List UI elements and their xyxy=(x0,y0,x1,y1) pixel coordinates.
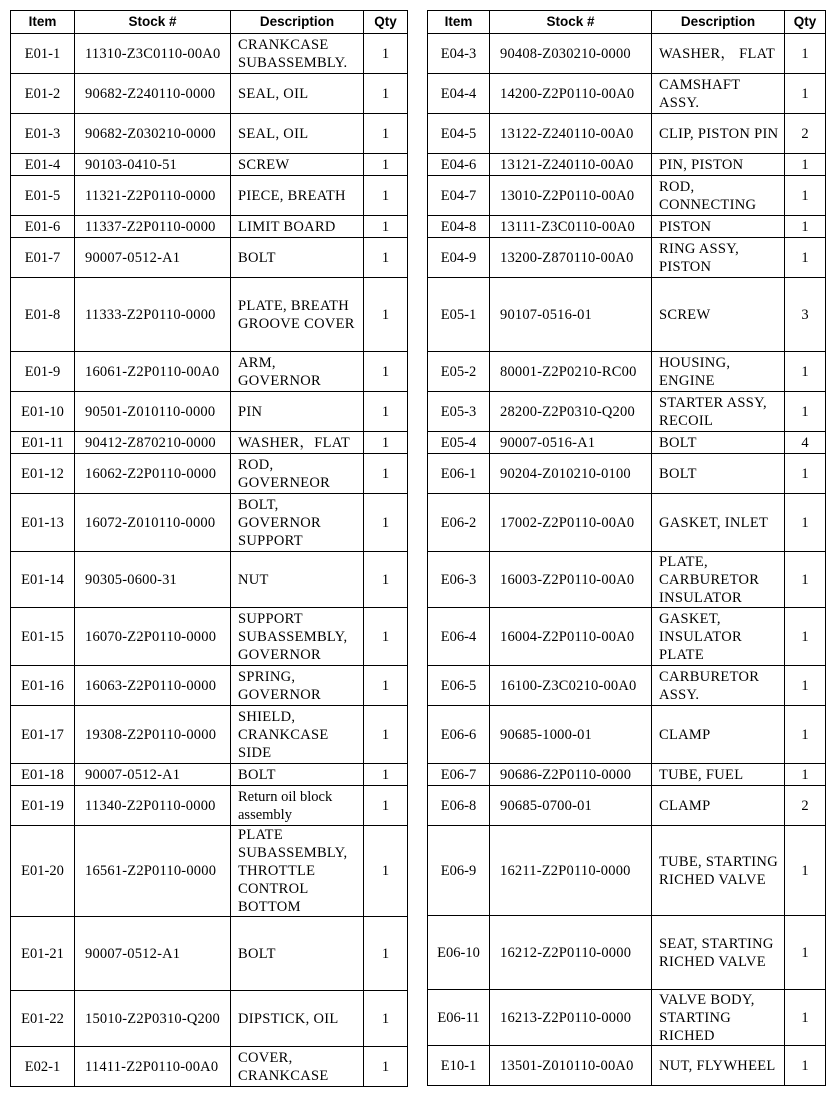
cell-qty: 1 xyxy=(364,706,408,764)
cell-description: SCREW xyxy=(652,278,785,352)
cell-qty: 1 xyxy=(364,176,408,216)
cell-qty: 1 xyxy=(364,608,408,666)
table-row xyxy=(11,74,408,114)
cell-item: E01-15 xyxy=(11,608,75,666)
cell-description: ARM, GOVERNOR xyxy=(231,352,364,392)
table-row xyxy=(428,916,826,990)
cell-item: E01-13 xyxy=(11,494,75,552)
table-row xyxy=(428,552,826,608)
cell-item: E05-1 xyxy=(428,278,490,352)
cell-stock: 90007-0516-A1 xyxy=(490,432,652,454)
table-row xyxy=(11,608,408,666)
cell-item: E01-6 xyxy=(11,216,75,238)
cell-item: E01-9 xyxy=(11,352,75,392)
table-row xyxy=(428,392,826,432)
cell-qty: 1 xyxy=(364,34,408,74)
cell-qty: 1 xyxy=(785,154,826,176)
cell-description: PIN xyxy=(231,392,364,432)
cell-description: CRANKCASE SUBASSEMBLY. xyxy=(231,34,364,74)
cell-stock: 16212-Z2P0110-0000 xyxy=(490,916,652,990)
cell-stock: 16211-Z2P0110-0000 xyxy=(490,826,652,916)
cell-item: E06-11 xyxy=(428,990,490,1046)
cell-stock: 90007-0512-A1 xyxy=(75,917,231,991)
cell-stock: 90682-Z240110-0000 xyxy=(75,74,231,114)
cell-description: RING ASSY, PISTON xyxy=(652,238,785,278)
cell-stock: 90007-0512-A1 xyxy=(75,764,231,786)
cell-qty: 1 xyxy=(364,352,408,392)
table-header-row xyxy=(11,11,408,34)
cell-stock: 13122-Z240110-00A0 xyxy=(490,114,652,154)
cell-stock: 90686-Z2P0110-0000 xyxy=(490,764,652,786)
header-qty: Qty xyxy=(785,11,826,34)
cell-stock: 16070-Z2P0110-0000 xyxy=(75,608,231,666)
header-item: Item xyxy=(11,11,75,34)
table-row xyxy=(11,764,408,786)
table-row xyxy=(428,238,826,278)
cell-qty: 1 xyxy=(364,454,408,494)
cell-qty: 1 xyxy=(364,392,408,432)
cell-qty: 1 xyxy=(785,176,826,216)
table-row xyxy=(428,666,826,706)
cell-qty: 1 xyxy=(364,216,408,238)
parts-table-left-body xyxy=(11,34,408,1087)
cell-item: E04-3 xyxy=(428,34,490,74)
table-row xyxy=(428,826,826,916)
cell-qty: 3 xyxy=(785,278,826,352)
cell-item: E01-22 xyxy=(11,991,75,1047)
cell-qty: 1 xyxy=(364,278,408,352)
cell-item: E01-17 xyxy=(11,706,75,764)
cell-description: DIPSTICK, OIL xyxy=(231,991,364,1047)
cell-item: E04-6 xyxy=(428,154,490,176)
cell-stock: 90305-0600-31 xyxy=(75,552,231,608)
cell-qty: 1 xyxy=(785,608,826,666)
cell-stock: 15010-Z2P0310-Q200 xyxy=(75,991,231,1047)
cell-qty: 1 xyxy=(364,917,408,991)
cell-description: CARBURETOR ASSY. xyxy=(652,666,785,706)
cell-stock: 16100-Z3C0210-00A0 xyxy=(490,666,652,706)
table-row xyxy=(11,352,408,392)
cell-item: E01-21 xyxy=(11,917,75,991)
cell-description: BOLT xyxy=(652,454,785,494)
cell-description: PIN, PISTON xyxy=(652,154,785,176)
cell-item: E01-2 xyxy=(11,74,75,114)
cell-item: E02-1 xyxy=(11,1047,75,1087)
cell-item: E01-8 xyxy=(11,278,75,352)
cell-qty: 1 xyxy=(785,494,826,552)
parts-table-left xyxy=(10,10,408,1087)
cell-description: GASKET, INSULATOR PLATE xyxy=(652,608,785,666)
cell-stock: 11333-Z2P0110-0000 xyxy=(75,278,231,352)
cell-description: TUBE, STARTING RICHED VALVE xyxy=(652,826,785,916)
cell-description: SEAT, STARTING RICHED VALVE xyxy=(652,916,785,990)
cell-stock: 13111-Z3C0110-00A0 xyxy=(490,216,652,238)
cell-description: SEAL, OIL xyxy=(231,74,364,114)
header-stock: Stock # xyxy=(490,11,652,34)
cell-item: E06-8 xyxy=(428,786,490,826)
cell-item: E04-4 xyxy=(428,74,490,114)
table-row xyxy=(11,552,408,608)
cell-stock: 16072-Z010110-0000 xyxy=(75,494,231,552)
cell-description: PIECE, BREATH xyxy=(231,176,364,216)
table-row xyxy=(428,494,826,552)
cell-item: E01-1 xyxy=(11,34,75,74)
cell-item: E01-11 xyxy=(11,432,75,454)
cell-stock: 14200-Z2P0110-00A0 xyxy=(490,74,652,114)
cell-stock: 16561-Z2P0110-0000 xyxy=(75,826,231,917)
cell-description: STARTER ASSY, RECOIL xyxy=(652,392,785,432)
cell-qty: 1 xyxy=(785,552,826,608)
table-row xyxy=(428,216,826,238)
table-row xyxy=(428,990,826,1046)
cell-qty: 1 xyxy=(785,454,826,494)
cell-stock: 90204-Z010210-0100 xyxy=(490,454,652,494)
cell-item: E06-7 xyxy=(428,764,490,786)
table-row xyxy=(428,114,826,154)
cell-stock: 17002-Z2P0110-00A0 xyxy=(490,494,652,552)
cell-item: E04-9 xyxy=(428,238,490,278)
cell-item: E06-2 xyxy=(428,494,490,552)
cell-stock: 11337-Z2P0110-0000 xyxy=(75,216,231,238)
table-header-row xyxy=(428,11,826,34)
cell-qty: 2 xyxy=(785,786,826,826)
cell-description: BOLT, GOVERNOR SUPPORT xyxy=(231,494,364,552)
cell-stock: 90007-0512-A1 xyxy=(75,238,231,278)
cell-item: E06-1 xyxy=(428,454,490,494)
table-row xyxy=(428,608,826,666)
table-row xyxy=(428,1046,826,1086)
table-row xyxy=(428,74,826,114)
cell-stock: 28200-Z2P0310-Q200 xyxy=(490,392,652,432)
table-row xyxy=(11,176,408,216)
table-row xyxy=(11,1047,408,1087)
cell-qty: 1 xyxy=(364,74,408,114)
cell-description: NUT xyxy=(231,552,364,608)
table-row xyxy=(428,432,826,454)
cell-item: E04-7 xyxy=(428,176,490,216)
cell-description: BOLT xyxy=(231,917,364,991)
cell-stock: 90685-1000-01 xyxy=(490,706,652,764)
cell-description: PLATE, CARBURETOR INSULATOR xyxy=(652,552,785,608)
cell-description: BOLT xyxy=(231,764,364,786)
cell-qty: 1 xyxy=(785,990,826,1046)
table-row xyxy=(11,786,408,826)
cell-item: E10-1 xyxy=(428,1046,490,1086)
cell-qty: 2 xyxy=(785,114,826,154)
table-row xyxy=(11,34,408,74)
cell-qty: 1 xyxy=(785,216,826,238)
header-stock: Stock # xyxy=(75,11,231,34)
table-row xyxy=(11,278,408,352)
cell-description: PISTON xyxy=(652,216,785,238)
cell-stock: 90107-0516-01 xyxy=(490,278,652,352)
table-row xyxy=(11,154,408,176)
parts-table-right xyxy=(427,10,826,1086)
parts-table-right-body xyxy=(428,34,826,1086)
table-row xyxy=(11,666,408,706)
table-row xyxy=(11,706,408,764)
table-row xyxy=(11,392,408,432)
cell-description: HOUSING, ENGINE xyxy=(652,352,785,392)
cell-qty: 1 xyxy=(785,392,826,432)
header-item: Item xyxy=(428,11,490,34)
cell-item: E01-20 xyxy=(11,826,75,917)
cell-description: SPRING, GOVERNOR xyxy=(231,666,364,706)
table-row xyxy=(428,34,826,74)
cell-item: E06-3 xyxy=(428,552,490,608)
cell-stock: 90501-Z010110-0000 xyxy=(75,392,231,432)
cell-stock: 13200-Z870110-00A0 xyxy=(490,238,652,278)
table-row xyxy=(428,352,826,392)
cell-item: E06-6 xyxy=(428,706,490,764)
cell-description: LIMIT BOARD xyxy=(231,216,364,238)
cell-description: CLAMP xyxy=(652,706,785,764)
cell-stock: 16062-Z2P0110-0000 xyxy=(75,454,231,494)
cell-description: COVER, CRANKCASE xyxy=(231,1047,364,1087)
cell-qty: 1 xyxy=(364,432,408,454)
cell-item: E01-14 xyxy=(11,552,75,608)
cell-stock: 90408-Z030210-0000 xyxy=(490,34,652,74)
table-row xyxy=(428,454,826,494)
table-row xyxy=(11,454,408,494)
cell-qty: 1 xyxy=(785,238,826,278)
cell-qty: 1 xyxy=(364,154,408,176)
cell-item: E05-2 xyxy=(428,352,490,392)
cell-qty: 1 xyxy=(364,494,408,552)
cell-description: PLATE SUBASSEMBLY, THROTTLE CONTROL BOTTOM xyxy=(231,826,364,917)
cell-stock: 90685-0700-01 xyxy=(490,786,652,826)
cell-qty: 1 xyxy=(364,786,408,826)
table-row xyxy=(428,154,826,176)
cell-qty: 1 xyxy=(364,114,408,154)
cell-qty: 1 xyxy=(364,238,408,278)
cell-description: SUPPORT SUBASSEMBLY, GOVERNOR xyxy=(231,608,364,666)
cell-qty: 1 xyxy=(364,764,408,786)
cell-qty: 1 xyxy=(785,352,826,392)
table-row xyxy=(11,432,408,454)
cell-item: E01-16 xyxy=(11,666,75,706)
cell-stock: 13501-Z010110-00A0 xyxy=(490,1046,652,1086)
cell-stock: 11411-Z2P0110-00A0 xyxy=(75,1047,231,1087)
cell-qty: 1 xyxy=(785,916,826,990)
cell-qty: 1 xyxy=(364,666,408,706)
cell-qty: 1 xyxy=(785,34,826,74)
cell-item: E01-5 xyxy=(11,176,75,216)
cell-stock: 11340-Z2P0110-0000 xyxy=(75,786,231,826)
cell-stock: 13121-Z240110-00A0 xyxy=(490,154,652,176)
header-description: Description xyxy=(652,11,785,34)
cell-stock: 90103-0410-51 xyxy=(75,154,231,176)
cell-item: E01-19 xyxy=(11,786,75,826)
cell-stock: 90682-Z030210-0000 xyxy=(75,114,231,154)
cell-item: E01-4 xyxy=(11,154,75,176)
cell-qty: 1 xyxy=(785,1046,826,1086)
cell-stock: 16063-Z2P0110-0000 xyxy=(75,666,231,706)
cell-qty: 1 xyxy=(785,74,826,114)
cell-item: E01-7 xyxy=(11,238,75,278)
table-row xyxy=(428,786,826,826)
cell-item: E01-10 xyxy=(11,392,75,432)
cell-description: VALVE BODY, STARTING RICHED xyxy=(652,990,785,1046)
cell-stock: 19308-Z2P0110-0000 xyxy=(75,706,231,764)
cell-qty: 1 xyxy=(364,1047,408,1087)
cell-description: BOLT xyxy=(231,238,364,278)
cell-stock: 90412-Z870210-0000 xyxy=(75,432,231,454)
cell-qty: 1 xyxy=(785,666,826,706)
cell-stock: 11310-Z3C0110-00A0 xyxy=(75,34,231,74)
table-row xyxy=(11,238,408,278)
cell-description: CAMSHAFT ASSY. xyxy=(652,74,785,114)
header-qty: Qty xyxy=(364,11,408,34)
cell-item: E04-5 xyxy=(428,114,490,154)
table-row xyxy=(11,826,408,917)
cell-description: CLIP, PISTON PIN xyxy=(652,114,785,154)
cell-qty: 1 xyxy=(785,764,826,786)
table-row xyxy=(11,991,408,1047)
cell-stock: 16004-Z2P0110-00A0 xyxy=(490,608,652,666)
cell-description: BOLT xyxy=(652,432,785,454)
cell-description: TUBE, FUEL xyxy=(652,764,785,786)
cell-qty: 1 xyxy=(364,991,408,1047)
cell-stock: 16213-Z2P0110-0000 xyxy=(490,990,652,1046)
cell-description: GASKET, INLET xyxy=(652,494,785,552)
cell-description: WASHER， FLAT xyxy=(652,34,785,74)
cell-stock: 16061-Z2P0110-00A0 xyxy=(75,352,231,392)
cell-description: SHIELD, CRANKCASE SIDE xyxy=(231,706,364,764)
cell-item: E01-18 xyxy=(11,764,75,786)
table-row xyxy=(428,706,826,764)
cell-description: SCREW xyxy=(231,154,364,176)
table-row xyxy=(11,216,408,238)
table-row xyxy=(428,278,826,352)
cell-item: E05-4 xyxy=(428,432,490,454)
cell-item: E01-3 xyxy=(11,114,75,154)
table-row xyxy=(11,114,408,154)
cell-description: NUT, FLYWHEEL xyxy=(652,1046,785,1086)
cell-description: Return oil block assembly xyxy=(231,786,364,826)
cell-item: E01-12 xyxy=(11,454,75,494)
cell-description: ROD, GOVERNEOR xyxy=(231,454,364,494)
cell-item: E06-5 xyxy=(428,666,490,706)
cell-description: WASHER，FLAT xyxy=(231,432,364,454)
cell-description: PLATE, BREATH GROOVE COVER xyxy=(231,278,364,352)
cell-qty: 1 xyxy=(364,552,408,608)
table-row xyxy=(428,764,826,786)
cell-stock: 11321-Z2P0110-0000 xyxy=(75,176,231,216)
cell-qty: 4 xyxy=(785,432,826,454)
cell-qty: 1 xyxy=(364,826,408,917)
header-description: Description xyxy=(231,11,364,34)
cell-stock: 80001-Z2P0210-RC00 xyxy=(490,352,652,392)
cell-description: ROD, CONNECTING xyxy=(652,176,785,216)
cell-item: E06-4 xyxy=(428,608,490,666)
cell-description: SEAL, OIL xyxy=(231,114,364,154)
cell-item: E04-8 xyxy=(428,216,490,238)
table-row xyxy=(428,176,826,216)
cell-item: E06-9 xyxy=(428,826,490,916)
cell-description: CLAMP xyxy=(652,786,785,826)
table-row xyxy=(11,917,408,991)
cell-qty: 1 xyxy=(785,826,826,916)
cell-item: E05-3 xyxy=(428,392,490,432)
table-row xyxy=(11,494,408,552)
cell-item: E06-10 xyxy=(428,916,490,990)
cell-stock: 16003-Z2P0110-00A0 xyxy=(490,552,652,608)
cell-stock: 13010-Z2P0110-00A0 xyxy=(490,176,652,216)
cell-qty: 1 xyxy=(785,706,826,764)
